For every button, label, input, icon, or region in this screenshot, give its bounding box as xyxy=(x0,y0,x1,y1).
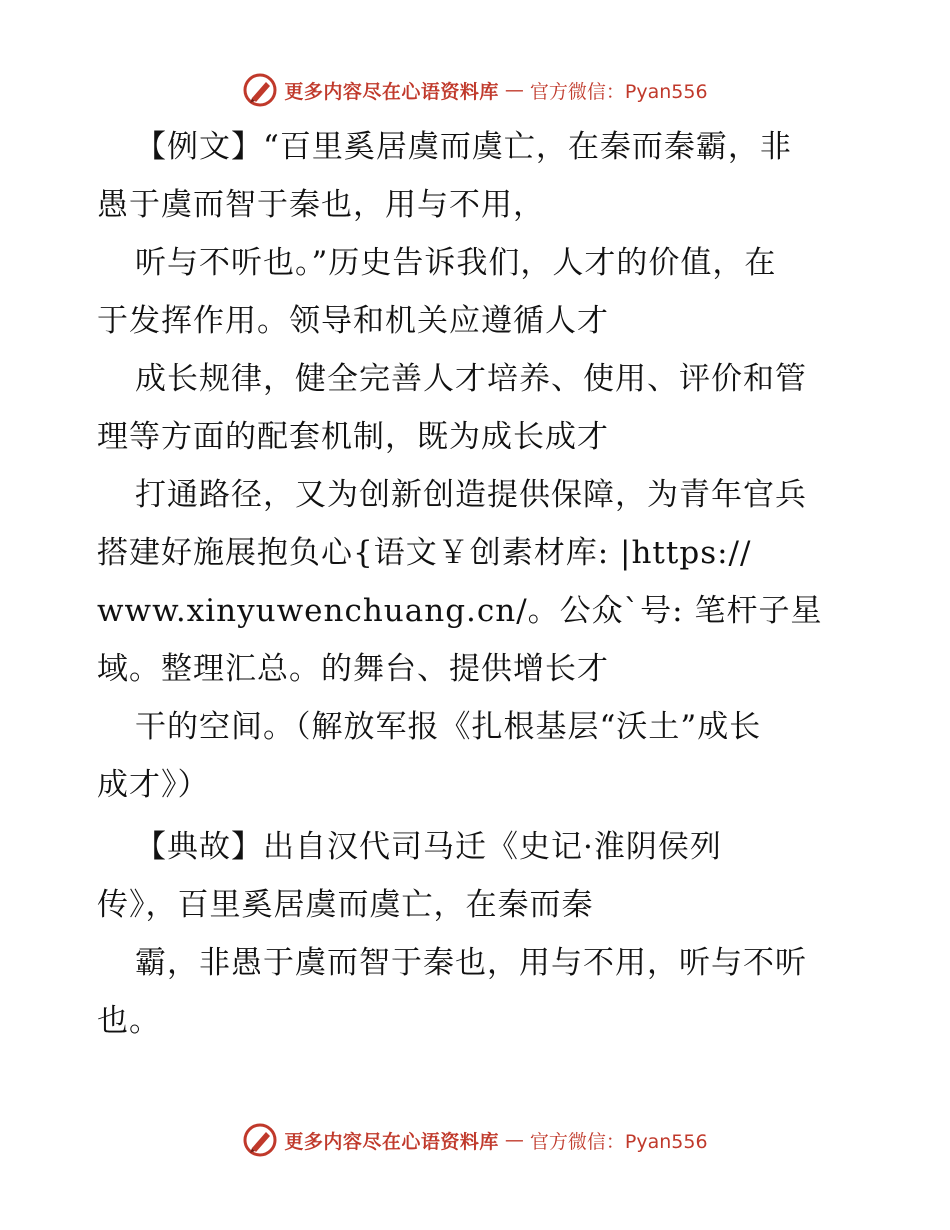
text-line: 成才》） xyxy=(97,767,210,803)
header-watermark xyxy=(0,70,950,110)
pen-logo-icon xyxy=(242,72,278,108)
watermark-main-text: 更多内容尽在心语资料库 xyxy=(284,80,499,103)
text-line: 【典故】出自汉代司马迁《史记·淮阴侯列 xyxy=(135,829,722,865)
text-line: 听与不听也。”历史告诉我们，人才的价值，在 xyxy=(135,245,777,281)
watermark-dash: — xyxy=(504,1129,524,1151)
watermark-sub-text: 官方微信：Pyan556 xyxy=(529,80,708,103)
text-line: 搭建好施展抱负心{语文￥创素材库: |https:// xyxy=(97,535,752,571)
text-line: 愚于虞而智于秦也，用与不用， xyxy=(97,187,545,223)
text-line: 干的空间。（解放军报《扎根基层“沃土”成长 xyxy=(135,709,762,745)
text-line: 传》，百里奚居虞而虞亡，在秦而秦 xyxy=(97,887,594,923)
footer-watermark xyxy=(0,1120,950,1160)
pen-logo-icon xyxy=(242,1122,278,1158)
text-line: 【例文】“百里奚居虞而虞亡，在秦而秦霸，非 xyxy=(135,129,792,165)
text-line: 也。 xyxy=(97,1003,161,1039)
watermark-main-text: 更多内容尽在心语资料库 xyxy=(284,1130,499,1153)
text-line: www.xinyuwenchuang.cn/。公众`号: 笔杆子星 xyxy=(97,593,823,629)
text-line: 成长规律，健全完善人才培养、使用、评价和管 xyxy=(135,361,807,397)
text-line: 于发挥作用。领导和机关应遵循人才 xyxy=(97,303,609,339)
text-line: 打通路径，又为创新创造提供保障，为青年官兵 xyxy=(135,477,807,513)
text-line: 理等方面的配套机制，既为成长成才 xyxy=(97,419,609,455)
watermark-dash: — xyxy=(504,79,524,101)
watermark-sub-text: 官方微信：Pyan556 xyxy=(529,1130,708,1153)
text-line: 域。整理汇总。的舞台、提供增长才 xyxy=(97,651,609,687)
text-line: 霸，非愚于虞而智于秦也，用与不用，听与不听 xyxy=(135,945,807,981)
